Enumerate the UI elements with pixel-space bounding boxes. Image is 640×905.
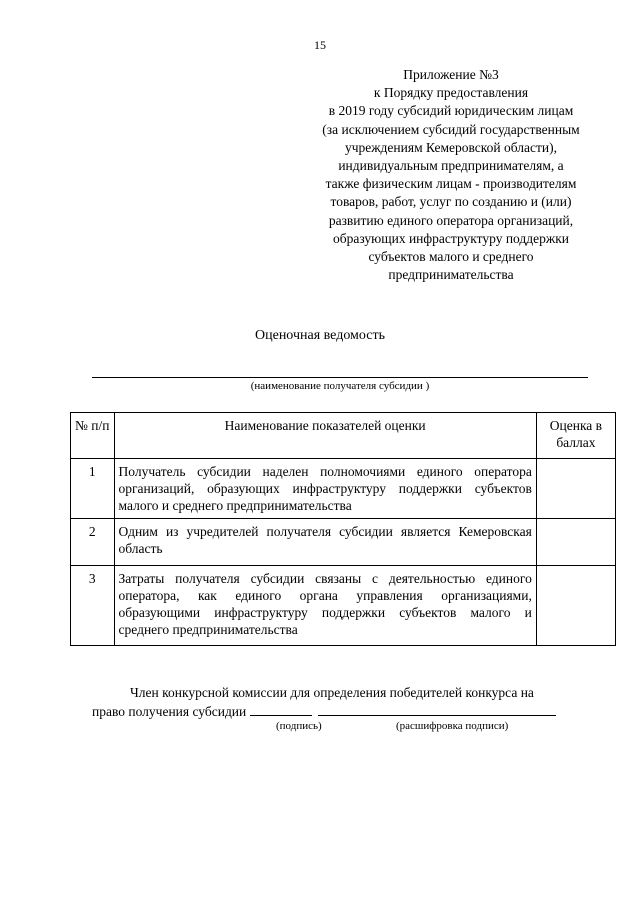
row-indicator: Затраты получателя субсидии связаны с деятельностью единого оператора, как единого органа управления организациями, образующими инфраструктуру поддержки субъектов малого и среднего предпринимательства <box>114 566 536 646</box>
recipient-caption: (наименование получателя субсидии ) <box>250 380 430 392</box>
signature-blank[interactable] <box>250 702 312 716</box>
row-num: 2 <box>71 519 115 566</box>
appendix-line: развитию единого оператора организаций, <box>328 212 574 228</box>
appendix-line: индивидуальным предпринимателям, а <box>338 158 564 174</box>
signature-decoding-caption: (расшифровка подписи) <box>396 720 509 732</box>
row-score-cell[interactable] <box>536 459 615 519</box>
row-num: 1 <box>71 459 115 519</box>
table-row <box>71 566 616 646</box>
sheet-title: Оценочная ведомость <box>255 328 385 343</box>
appendix-block <box>292 66 610 284</box>
header-score: Оценка в баллах <box>536 413 615 459</box>
appendix-line: субъектов малого и среднего <box>368 249 534 265</box>
appendix-line: Приложение №3 <box>403 67 499 82</box>
commission-line-2-text: право получения субсидии <box>92 704 247 719</box>
signature-decoding-blank[interactable] <box>318 702 556 716</box>
appendix-line: также физическим лицам - производителям <box>325 176 577 192</box>
commission-block <box>92 684 592 721</box>
commission-line-2 <box>92 702 592 721</box>
header-name: Наименование показателей оценки <box>114 413 536 459</box>
page-number: 15 <box>314 38 326 52</box>
appendix-line: предпринимательства <box>388 267 514 283</box>
row-score-cell[interactable] <box>536 519 615 566</box>
row-indicator: Получатель субсидии наделен полномочиями единого оператора организаций, образующих инфраструктуру поддержки субъектов малого и среднего предпринимательства <box>114 459 536 519</box>
table-row <box>71 519 616 566</box>
row-num: 3 <box>71 566 115 646</box>
table-header-row <box>71 413 616 459</box>
appendix-line: (за исключением субсидий государственным <box>322 121 580 137</box>
commission-line-1: Член конкурсной комиссии для определения победителей конкурса на <box>130 685 534 700</box>
appendix-line: учреждениям Кемеровской области), <box>344 139 558 155</box>
appendix-line: в 2019 году субсидий юридическим лицам <box>328 103 574 119</box>
appendix-line: образующих инфраструктуру поддержки <box>332 230 570 246</box>
table-row <box>71 459 616 519</box>
signature-caption: (подпись) <box>276 720 322 732</box>
recipient-name-line[interactable] <box>92 377 588 378</box>
evaluation-table <box>70 412 616 646</box>
appendix-line: к Порядку предоставления <box>373 85 529 101</box>
header-num: № п/п <box>71 413 115 459</box>
row-indicator: Одним из учредителей получателя субсидии является Кемеровская область <box>114 519 536 566</box>
row-score-cell[interactable] <box>536 566 615 646</box>
appendix-line: товаров, работ, услуг по созданию и (или) <box>330 194 572 210</box>
